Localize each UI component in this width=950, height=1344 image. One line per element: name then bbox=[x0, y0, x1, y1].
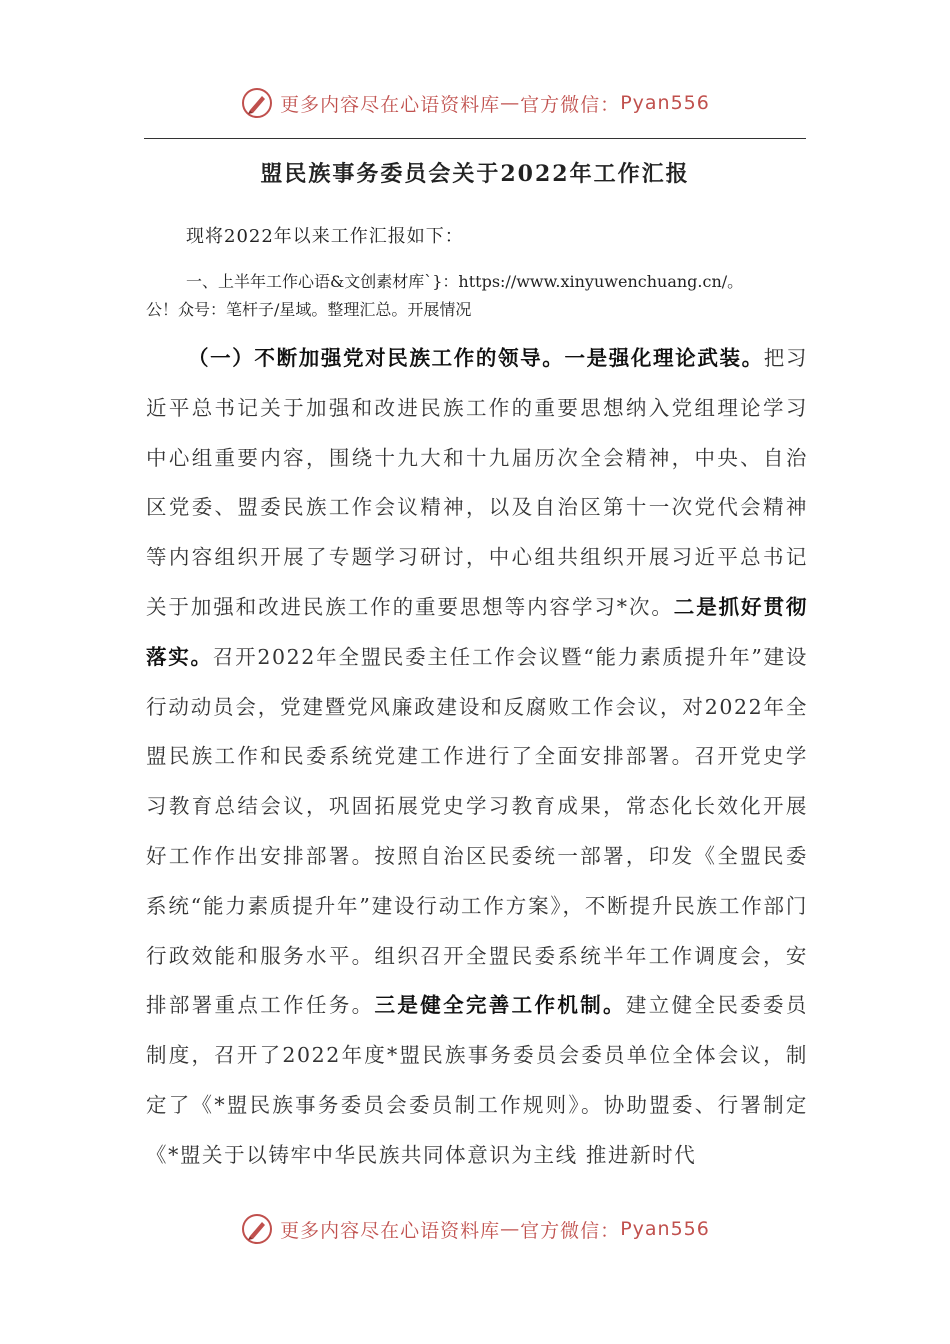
footer-site-label: 更多内容尽在心语资料库 bbox=[280, 1219, 501, 1242]
paragraph-one bbox=[146, 334, 808, 1181]
footer-banner bbox=[0, 1212, 950, 1246]
point-two-text: 召开2022年全盟民委主任工作会议暨“能力素质提升年”建设行动动员会，党建暨党风廉政建设和反腐败工作会议，对2022年全盟民族工作和民委系统党建工作进行了全面安排部署。召开党史学习教育总结会议，巩固拓展党史学习教育成果，常态化长效化开展好工作作出安排部署。按照自治区民委统一部署，印发《全盟民委系统“能力素质提升年”建设行动工作方案》，不断提升民族工作部门行政效能和服务水平。组织召开全盟民委系统半年工作调度会，安排部署重点工作任务。 bbox=[146, 644, 808, 1018]
subsection-heading: （一）不断加强党对民族工作的领导。 bbox=[188, 346, 565, 370]
intro-line: 现将2022年以来工作汇报如下： bbox=[186, 226, 464, 247]
section-one-line1: 一、上半年工作心语&文创素材库`}：https://www.xinyuwenchuang.cn/。 bbox=[186, 272, 744, 291]
section-one-line2: 公！众号：笔杆子/星域。整理汇总。开展情况 bbox=[146, 300, 472, 319]
point-one-title: 一是强化理论武装。 bbox=[564, 346, 764, 370]
banner-wechat-id: Pyan556 bbox=[620, 92, 710, 114]
header-divider bbox=[144, 138, 806, 139]
point-two-title: 二是抓好贯彻落实。 bbox=[146, 594, 808, 669]
document-title: 盟民族事务委员会关于2022年工作汇报 bbox=[260, 161, 690, 187]
body-paragraph bbox=[146, 334, 808, 1181]
point-three-text: 建立健全民委委员制度，召开了2022年度*盟民族事务委员会委员单位全体会议，制定了《*盟民族事务委员会委员制工作规则》。协助盟委、行署制定《*盟关于以铸牢中华民族共同体意识为主线 推进新时代 bbox=[146, 993, 808, 1167]
banner-site-label: 更多内容尽在心语资料库 bbox=[280, 93, 501, 116]
point-three-title: 三是健全完善工作机制。 bbox=[374, 993, 626, 1018]
pen-logo-icon bbox=[240, 86, 274, 120]
section-one-heading bbox=[146, 268, 806, 324]
footer-contact-label: 官方微信： bbox=[520, 1219, 621, 1242]
footer-wechat-id: Pyan556 bbox=[620, 1218, 710, 1240]
pen-logo-icon bbox=[240, 1212, 274, 1246]
header-banner bbox=[0, 86, 950, 120]
banner-separator: — bbox=[500, 92, 521, 114]
point-one-text: 把习近平总书记关于加强和改进民族工作的重要思想纳入党组理论学习中心组重要内容，围绕十九大和十九届历次全会精神，中央、自治区党委、盟委民族工作会议精神，以及自治区第十一次党代会精神等内容组织开展了专题学习研讨，中心组共组织开展习近平总书记关于加强和改进民族工作的重要思想等内容学习*次。 bbox=[146, 346, 808, 619]
banner-contact-label: 官方微信： bbox=[520, 93, 621, 116]
footer-separator: — bbox=[500, 1218, 521, 1240]
